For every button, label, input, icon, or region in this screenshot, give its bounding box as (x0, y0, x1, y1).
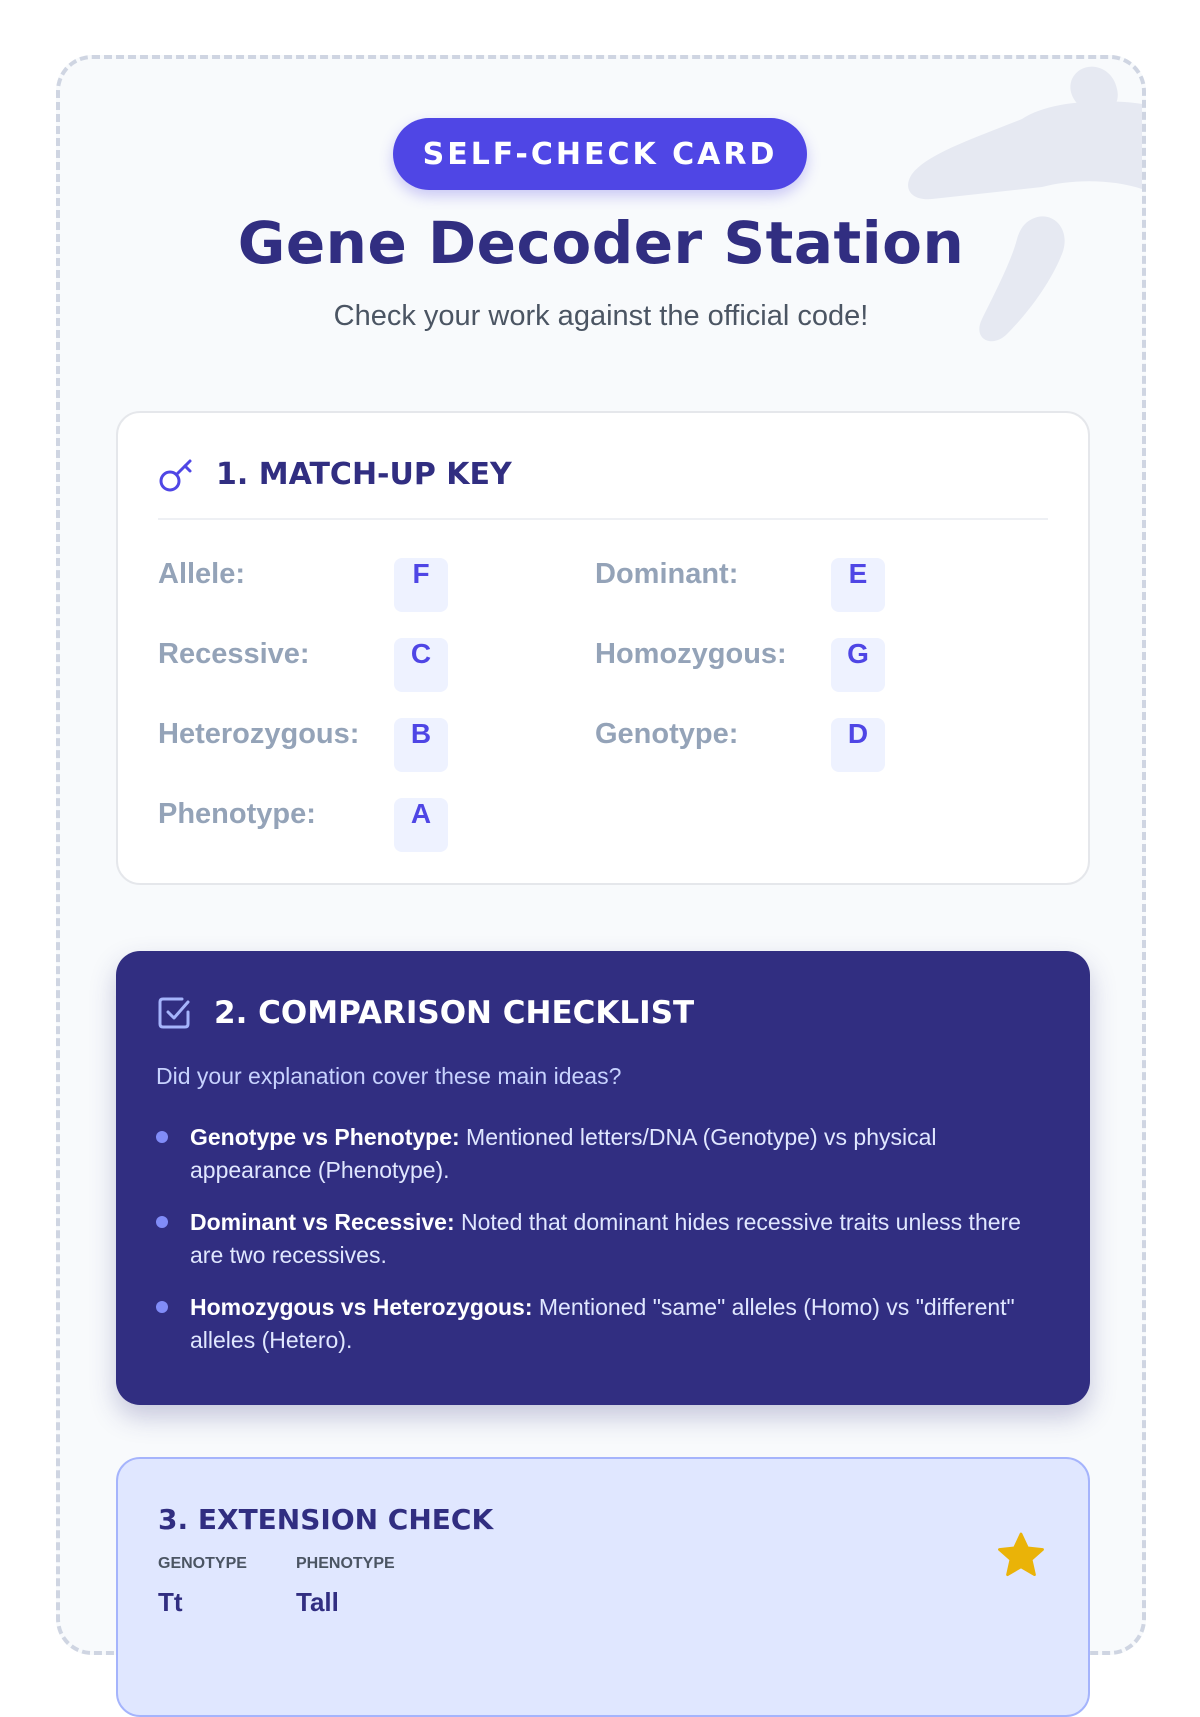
answer-letter: F (394, 558, 448, 612)
extension-check-title: 3. EXTENSION CHECK (158, 1503, 494, 1536)
checklist-term: Genotype vs Phenotype: (190, 1124, 460, 1150)
comparison-checklist-title: 2. COMPARISON CHECKLIST (214, 995, 695, 1031)
term-label: Dominant: (595, 558, 739, 590)
term-label: Heterozygous: (158, 718, 360, 750)
answer-letter: C (394, 638, 448, 692)
term-label: Recessive: (158, 638, 310, 670)
answer-letter: E (831, 558, 885, 612)
checklist-text: Mentioned "same" alleles (Homo) vs "different" alleles (Hetero). (190, 1294, 1015, 1353)
page-subtitle: Check your work against the official code! (333, 300, 869, 332)
checklist-intro: Did your explanation cover these main ideas? (156, 1063, 622, 1089)
term-label: Phenotype: (158, 798, 316, 830)
match-item (595, 638, 995, 692)
star-icon (994, 1529, 1048, 1583)
genotype-value: Tt (158, 1587, 183, 1617)
match-item (158, 558, 558, 612)
match-item (158, 638, 558, 692)
phenotype-header: PHENOTYPE (296, 1555, 395, 1572)
match-up-key-section (116, 411, 1090, 885)
extension-check-section (116, 1457, 1090, 1717)
term-label: Allele: (158, 558, 246, 590)
answer-letter: G (831, 638, 885, 692)
checklist-item (156, 1291, 1026, 1357)
phenotype-value: Tall (296, 1587, 339, 1617)
answer-letter: A (394, 798, 448, 852)
checklist-text: Noted that dominant hides recessive traits unless there are two recessives. (190, 1209, 1021, 1268)
genotype-header: GENOTYPE (158, 1555, 247, 1572)
match-item (158, 718, 558, 772)
self-check-badge: SELF-CHECK CARD (393, 118, 807, 190)
match-up-key-title: 1. MATCH-UP KEY (216, 457, 512, 492)
genotype-column (158, 1555, 247, 1618)
page-title: Gene Decoder Station (237, 209, 965, 277)
term-label: Homozygous: (595, 638, 787, 670)
key-icon (158, 455, 196, 493)
match-item (595, 558, 995, 612)
bullet-icon (156, 1301, 168, 1313)
match-item (158, 798, 558, 852)
comparison-checklist-section (116, 951, 1090, 1405)
bullet-icon (156, 1131, 168, 1143)
phenotype-column (296, 1555, 395, 1618)
checklist-item (156, 1121, 1026, 1187)
checklist-term: Dominant vs Recessive: (190, 1209, 455, 1235)
checklist (156, 1121, 1026, 1376)
divider (158, 518, 1048, 520)
answer-letter: B (394, 718, 448, 772)
answer-letter: D (831, 718, 885, 772)
self-check-card (56, 55, 1146, 1655)
checklist-item (156, 1206, 1026, 1272)
match-item (595, 718, 995, 772)
checkbox-icon (156, 995, 192, 1031)
term-label: Genotype: (595, 718, 739, 750)
bullet-icon (156, 1216, 168, 1228)
checklist-term: Homozygous vs Heterozygous: (190, 1294, 533, 1320)
checklist-text: Mentioned letters/DNA (Genotype) vs physical appearance (Phenotype). (190, 1124, 937, 1183)
